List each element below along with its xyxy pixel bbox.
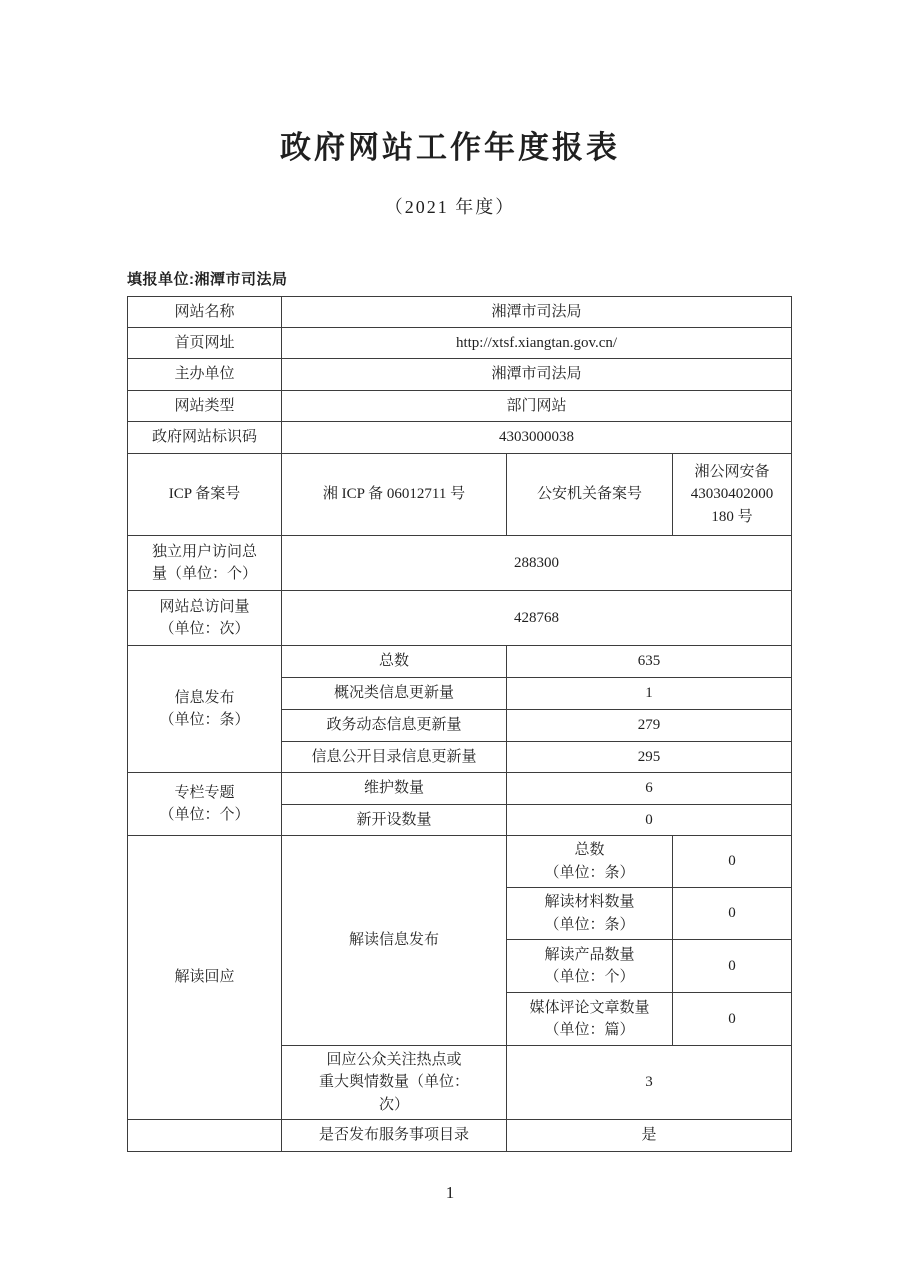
total-visits-label: 网站总访问量 （单位：次） — [128, 591, 282, 646]
unique-visitors-value: 288300 — [282, 536, 792, 591]
row-site-type — [128, 391, 792, 422]
interp-material-value: 0 — [673, 888, 792, 940]
homepage-url-value: http://xtsf.xiangtan.gov.cn/ — [282, 328, 792, 359]
interp-media-label: 媒体评论文章数量 （单位：篇） — [507, 993, 673, 1046]
total-visits-value: 428768 — [282, 591, 792, 646]
interp-media-value: 0 — [673, 993, 792, 1046]
info-total-label: 总数 — [282, 646, 507, 678]
row-interp-total — [128, 836, 792, 888]
icp-record-label: ICP 备案号 — [128, 454, 282, 536]
page-number: 1 — [445, 1183, 455, 1202]
site-name-value: 湘潭市司法局 — [282, 297, 792, 328]
info-overview-label: 概况类信息更新量 — [282, 678, 507, 710]
service-directory-value: 是 — [507, 1120, 792, 1152]
site-name-label: 网站名称 — [128, 297, 282, 328]
row-total-visits — [128, 591, 792, 646]
page-subtitle: （2021 年度） — [384, 197, 516, 217]
interp-material-label: 解读材料数量 （单位：条） — [507, 888, 673, 940]
row-site-id-code — [128, 422, 792, 454]
security-record-value: 湘公网安备 43030402000 180 号 — [673, 454, 792, 536]
columns-maintained-value: 6 — [507, 773, 792, 805]
service-directory-label: 是否发布服务事项目录 — [282, 1120, 507, 1152]
row-columns-maintained — [128, 773, 792, 805]
info-dynamic-label: 政务动态信息更新量 — [282, 710, 507, 742]
info-total-value: 635 — [507, 646, 792, 678]
icp-record-value: 湘 ICP 备 06012711 号 — [282, 454, 507, 536]
report-table — [127, 296, 792, 1152]
interp-product-value: 0 — [673, 940, 792, 993]
interpretation-group-label: 解读回应 — [128, 836, 282, 1120]
site-type-value: 部门网站 — [282, 391, 792, 422]
row-info-total — [128, 646, 792, 678]
row-host-unit — [128, 359, 792, 391]
interp-total-label: 总数 （单位：条） — [507, 836, 673, 888]
reporting-unit-label: 填报单位:湘潭市司法局 — [127, 271, 288, 288]
page-title: 政府网站工作年度报表 — [280, 130, 620, 165]
site-type-label: 网站类型 — [128, 391, 282, 422]
row-site-name — [128, 297, 792, 328]
special-columns-group-label: 专栏专题 （单位：个） — [128, 773, 282, 836]
host-unit-label: 主办单位 — [128, 359, 282, 391]
host-unit-value: 湘潭市司法局 — [282, 359, 792, 391]
security-record-label: 公安机关备案号 — [507, 454, 673, 536]
row-homepage-url — [128, 328, 792, 359]
hotspot-response-value: 3 — [507, 1046, 792, 1120]
site-id-code-label: 政府网站标识码 — [128, 422, 282, 454]
row-unique-visitors — [128, 536, 792, 591]
interp-total-value: 0 — [673, 836, 792, 888]
row-icp-record — [128, 454, 792, 536]
site-id-code-value: 4303000038 — [282, 422, 792, 454]
info-publish-group-label: 信息发布 （单位：条） — [128, 646, 282, 773]
service-directory-empty-cell — [128, 1120, 282, 1152]
unique-visitors-label: 独立用户访问总 量（单位：个） — [128, 536, 282, 591]
hotspot-response-label: 回应公众关注热点或 重大舆情数量（单位： 次） — [282, 1046, 507, 1120]
interp-product-label: 解读产品数量 （单位：个） — [507, 940, 673, 993]
row-service-directory — [128, 1120, 792, 1152]
info-overview-value: 1 — [507, 678, 792, 710]
columns-maintained-label: 维护数量 — [282, 773, 507, 805]
columns-new-value: 0 — [507, 805, 792, 836]
interp-publish-subgroup-label: 解读信息发布 — [282, 836, 507, 1046]
homepage-url-label: 首页网址 — [128, 328, 282, 359]
info-dynamic-value: 279 — [507, 710, 792, 742]
info-directory-label: 信息公开目录信息更新量 — [282, 742, 507, 773]
columns-new-label: 新开设数量 — [282, 805, 507, 836]
info-directory-value: 295 — [507, 742, 792, 773]
